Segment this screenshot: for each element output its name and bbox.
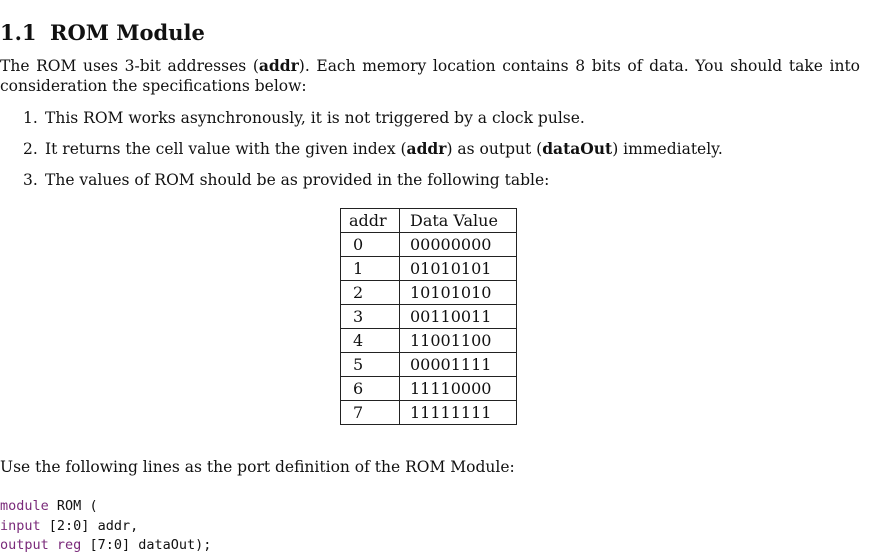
addr-cell: 7 [341,401,400,425]
code-keyword: module [0,498,49,514]
spec-text: ) immediately. [612,140,723,158]
section-number: 1.1 [0,20,37,45]
intro-text-1: The ROM uses 3-bit addresses ( [0,57,259,75]
addr-cell: 5 [341,353,400,377]
code-module-name: ROM [56,498,82,514]
code-range: [2:0] [48,517,90,534]
table-row [341,233,517,257]
code-keyword: output [0,537,49,553]
table-row [341,401,517,425]
table-row [341,329,517,353]
section-heading [0,20,205,45]
table-row [341,353,517,377]
rom-value-table [340,208,517,425]
addr-cell: 3 [341,305,400,329]
spec-item-3 [23,170,549,190]
intro-addr-term: addr [258,56,299,75]
spec-text: ) as output ( [446,140,543,158]
header-data-value: Data Value [400,209,517,233]
addr-cell: 2 [341,281,400,305]
code-punct: ); [195,537,212,553]
table-row [341,281,517,305]
code-punct: , [130,517,139,534]
header-addr: addr [341,209,400,233]
value-cell: 11110000 [400,377,517,401]
table-header-row [341,209,517,233]
port-intro-paragraph: Use the following lines as the port definition of the ROM Module: [0,458,515,476]
spec-item-2 [23,139,723,159]
spec-addr-term: addr [406,139,447,158]
spec-dataout-term: dataOut [542,139,613,158]
addr-cell: 1 [341,257,400,281]
value-cell: 10101010 [400,281,517,305]
code-port-name: addr [97,517,131,534]
port-definition-code [0,497,211,556]
list-marker: 2. [23,140,38,158]
table-row [341,257,517,281]
value-cell: 00000000 [400,233,517,257]
code-keyword: input [0,517,41,534]
spec-item-1 [23,108,585,128]
intro-paragraph [0,56,860,96]
code-punct: ( [81,498,98,514]
table-row [341,305,517,329]
code-keyword: reg [56,537,82,553]
spec-text: It returns the cell value with the given index ( [45,140,407,158]
addr-cell: 6 [341,377,400,401]
list-marker: 3. [23,171,38,189]
spec-text: The values of ROM should be as provided in the following table: [45,171,550,189]
spec-text: This ROM works asynchronously, it is not triggered by a clock pulse. [45,109,585,127]
value-cell: 00001111 [400,353,517,377]
table-row [341,377,517,401]
addr-cell: 4 [341,329,400,353]
value-cell: 11001100 [400,329,517,353]
addr-cell: 0 [341,233,400,257]
value-cell: 01010101 [400,257,517,281]
section-title: ROM Module [50,20,205,45]
intro-text-2: ). Each memory location contains 8 bits of data. You should take into consideration the specifications below: [0,57,861,95]
code-range: [7:0] [89,537,131,553]
value-cell: 11111111 [400,401,517,425]
list-marker: 1. [23,109,38,127]
value-cell: 00110011 [400,305,517,329]
code-port-name: dataOut [138,537,196,553]
